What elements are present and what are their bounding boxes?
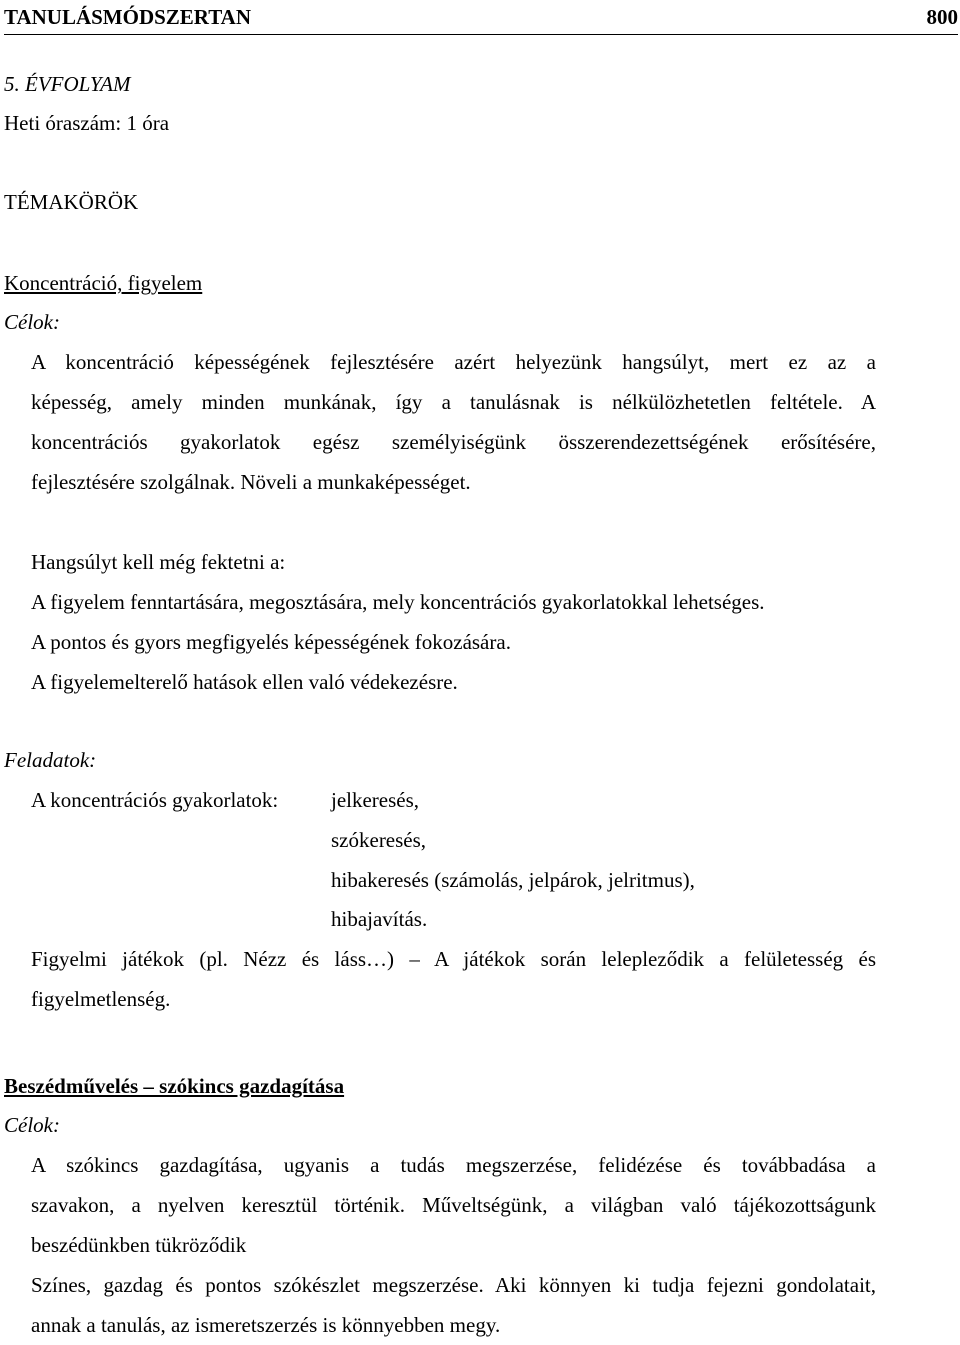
section2-goals-line-2: szavakon, a nyelven keresztül történik. Műveltségünk, a világban való tájékozottságunk: [31, 1193, 876, 1217]
grade-heading: 5. ÉVFOLYAM: [4, 72, 131, 96]
weekly-hours: Heti óraszám: 1 óra: [4, 111, 170, 135]
section2-goals-line-5: annak a tanulás, az ismeretszerzés is könnyebben megy.: [31, 1313, 501, 1337]
page-header: [4, 0, 958, 35]
section2-goals-line-1: A szókincs gazdagítása, ugyanis a tudás megszerzése, felidézése és továbbadása a: [31, 1153, 876, 1177]
section2-goals-line-3: beszédünkben tükröződik: [31, 1233, 247, 1257]
page-number: 800: [926, 5, 958, 29]
exercises-label: A koncentrációs gyakorlatok:: [31, 788, 279, 812]
exercise-item-3: hibakeresés (számolás, jelpárok, jelritmus),: [331, 868, 695, 892]
emphasis-item-3: A figyelemelterelő hatások ellen való védekezésre.: [31, 670, 458, 694]
section1-goals-line-4: fejlesztésére szolgálnak. Növeli a munkaképességet.: [31, 470, 471, 494]
exercise-item-2: szókeresés,: [331, 828, 427, 852]
emphasis-label: Hangsúlyt kell még fektetni a:: [31, 550, 286, 574]
section2-goals-line-4: Színes, gazdag és pontos szókészlet megszerzése. Aki könnyen ki tudja fejezni gondolatait,: [31, 1273, 876, 1297]
games-line-1: Figyelmi játékok (pl. Nézz és láss…) – A játékok során lelepleződik a felületesség és: [31, 947, 876, 971]
section1-goals-line-1: A koncentráció képességének fejlesztésére azért helyezünk hangsúlyt, mert ez az a: [31, 350, 876, 374]
exercise-item-4: hibajavítás.: [331, 907, 428, 931]
section2-goals-label: Célok:: [4, 1113, 60, 1137]
section1-goals-line-3: koncentrációs gyakorlatok egész személyiségünk összerendezettségének erősítésére,: [31, 430, 876, 454]
header-title: TANULÁSMÓDSZERTAN: [4, 5, 252, 29]
section2-title: Beszédművelés – szókincs gazdagítása: [4, 1074, 345, 1098]
emphasis-item-2: A pontos és gyors megfigyelés képességének fokozására.: [31, 630, 511, 654]
emphasis-item-1: A figyelem fenntartására, megosztására, mely koncentrációs gyakorlatokkal lehetséges.: [31, 590, 765, 614]
games-line-2: figyelmetlenség.: [31, 987, 171, 1011]
section1-goals-line-2: képesség, amely minden munkának, így a tanulásnak is nélkülözhetetlen feltétele. A: [31, 390, 876, 414]
topics-heading: TÉMAKÖRÖK: [4, 190, 139, 214]
section1-goals-label: Célok:: [4, 310, 60, 334]
exercise-item-1: jelkeresés,: [331, 788, 420, 812]
section1-title: Koncentráció, figyelem: [4, 271, 203, 295]
tasks-label: Feladatok:: [4, 748, 97, 772]
